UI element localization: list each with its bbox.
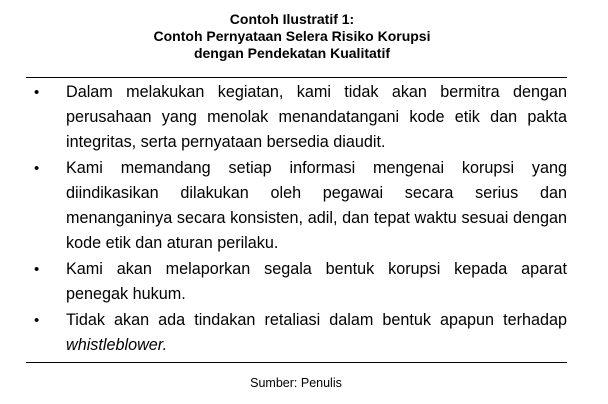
list-item-text-main: Tidak akan ada tindakan retaliasi dalam bentuk apapun terhadap (66, 311, 567, 329)
bullet-icon: • (34, 84, 40, 101)
bullet-list (26, 80, 567, 359)
title-line-3: dengan Pendekatan Kualitatif (193, 45, 391, 61)
list-item (26, 308, 567, 358)
bottom-divider (26, 362, 567, 363)
bullet-icon: • (34, 261, 40, 278)
source-caption: Sumber: Penulis (250, 376, 342, 390)
list-item-text: Dalam melakukan kegiatan, kami tidak akan bermitra dengan perusahaan yang menolak menandatangani kode etik dan pakta integritas, serta pernyataan bersedia diaudit. (66, 83, 567, 151)
illustration-title (0, 11, 584, 62)
list-item-text (66, 308, 567, 358)
list-item (26, 156, 567, 256)
bullet-icon: • (34, 160, 40, 177)
top-divider (26, 77, 567, 78)
list-item (26, 80, 567, 155)
list-item-text: Kami akan melaporkan segala bentuk korupsi kepada aparat penegak hukum. (66, 260, 567, 303)
list-item (26, 257, 567, 307)
bullet-icon: • (34, 312, 40, 329)
title-line-1: Contoh Ilustratif 1: (229, 11, 355, 27)
list-item-text: Kami memandang setiap informasi mengenai korupsi yang diindikasikan dilakukan oleh pegawai secara serius dan menanganinya secara konsisten, adil, dan tepat waktu sesuai dengan kode etik dan aturan perilaku. (66, 159, 567, 252)
title-line-2: Contoh Pernyataan Selera Risiko Korupsi (153, 28, 431, 44)
list-item-emphasis: whistleblower. (66, 336, 168, 354)
